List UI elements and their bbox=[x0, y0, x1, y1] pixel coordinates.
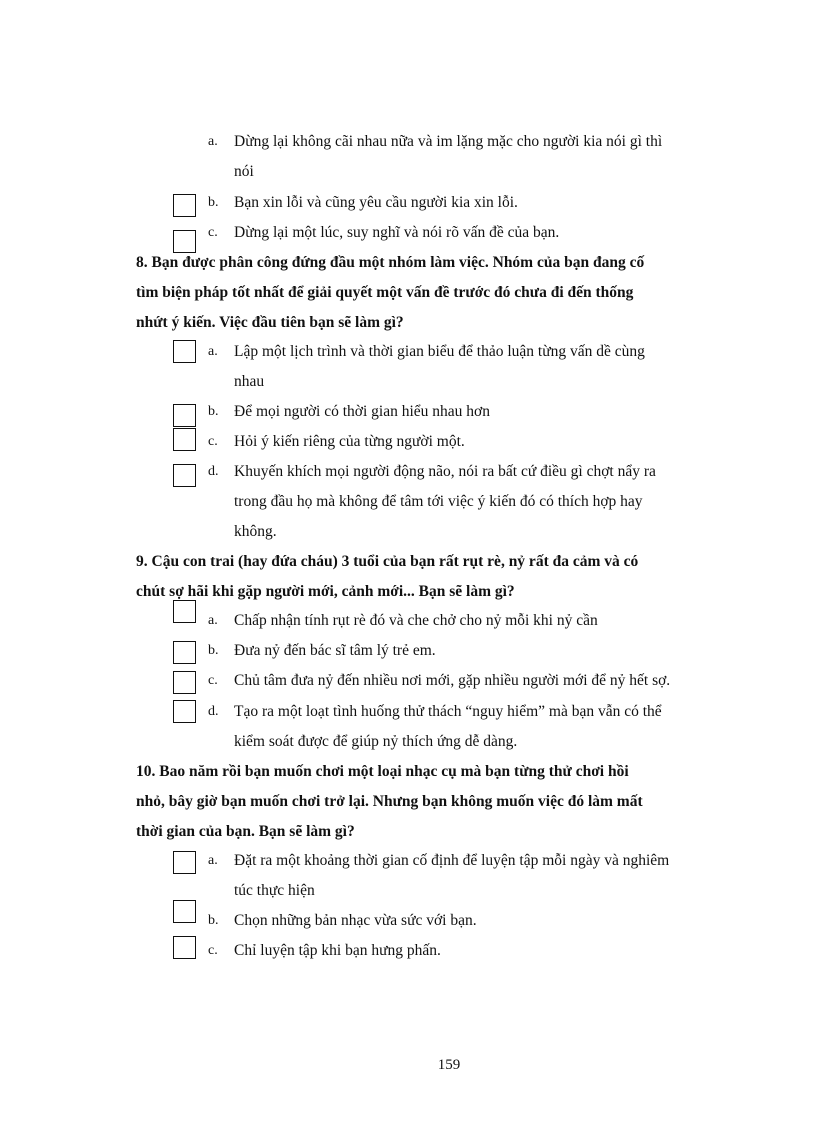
option-letter: b. bbox=[208, 195, 219, 210]
q9-option-d-checkbox[interactable] bbox=[173, 700, 196, 723]
option-letter: a. bbox=[208, 344, 218, 359]
q7-option-c-text: Dừng lại một lúc, suy nghĩ và nói rõ vấn đề của bạn. bbox=[234, 224, 560, 241]
q10-option-c-checkbox[interactable] bbox=[173, 936, 196, 959]
q8-option-d-line2: trong đầu họ mà không để tâm tới việc ý kiến đó có thích hợp hay bbox=[234, 493, 643, 510]
option-letter: c. bbox=[208, 225, 218, 240]
q7-option-b-checkbox[interactable] bbox=[173, 194, 196, 217]
q8-option-c-checkbox[interactable] bbox=[173, 428, 196, 451]
q7-option-c-checkbox[interactable] bbox=[173, 230, 196, 253]
page-number: 159 bbox=[437, 1057, 461, 1073]
option-letter: b. bbox=[208, 404, 219, 419]
q8-option-a-line1: Lập một lịch trình và thời gian biểu để thảo luận từng vấn dề cùng bbox=[234, 343, 645, 360]
q10-option-b-text: Chọn những bản nhạc vừa sức với bạn. bbox=[234, 912, 477, 929]
q8-option-d-line1: Khuyến khích mọi người động não, nói ra bất cứ điều gì chợt nẩy ra bbox=[234, 463, 656, 480]
option-letter: d. bbox=[208, 704, 219, 719]
q9-option-c-checkbox[interactable] bbox=[173, 671, 196, 694]
option-letter: a. bbox=[208, 134, 218, 149]
q8-option-d-checkbox[interactable] bbox=[173, 464, 196, 487]
q10-heading-line1: 10. Bao năm rồi bạn muốn chơi một loại nhạc cụ mà bạn từng thử chơi hồi bbox=[136, 763, 629, 780]
option-letter: c. bbox=[208, 673, 218, 688]
option-letter: c. bbox=[208, 434, 218, 449]
q8-option-d-line3: không. bbox=[234, 523, 277, 540]
option-letter: b. bbox=[208, 643, 219, 658]
q9-option-a-checkbox[interactable] bbox=[173, 600, 196, 623]
q7-option-b-text: Bạn xin lỗi và cũng yêu cầu người kia xin lỗi. bbox=[234, 194, 518, 211]
option-letter: b. bbox=[208, 913, 219, 928]
q8-option-b-text: Để mọi người có thời gian hiểu nhau hơn bbox=[234, 403, 490, 420]
q8-heading-line3: nhứt ý kiến. Việc đầu tiên bạn sẽ làm gì? bbox=[136, 314, 404, 331]
q8-option-b-checkbox[interactable] bbox=[173, 404, 196, 427]
q9-option-d-line2: kiểm soát được để giúp nỷ thích ứng dễ dàng. bbox=[234, 733, 518, 750]
q9-option-b-text: Đưa nỷ đến bác sĩ tâm lý trẻ em. bbox=[234, 642, 436, 659]
q8-option-c-text: Hỏi ý kiến riêng của từng người một. bbox=[234, 433, 465, 450]
q8-heading-line1: 8. Bạn được phân công đứng đầu một nhóm làm việc. Nhóm của bạn đang cố bbox=[136, 254, 645, 271]
q8-option-a-checkbox[interactable] bbox=[173, 340, 196, 363]
q10-option-c-text: Chỉ luyện tập khi bạn hưng phấn. bbox=[234, 942, 441, 959]
q10-heading-line2: nhỏ, bây giờ bạn muốn chơi trở lại. Nhưng bạn không muốn việc đó làm mất bbox=[136, 793, 643, 810]
q9-heading-line1: 9. Cậu con trai (hay đứa cháu) 3 tuổi của bạn rất rụt rè, nỷ rất đa cảm và có bbox=[136, 553, 639, 570]
q9-option-b-checkbox[interactable] bbox=[173, 641, 196, 664]
q10-option-a-line2: túc thực hiện bbox=[234, 882, 315, 899]
q7-option-a-line2: nói bbox=[234, 163, 254, 180]
q9-option-c-text: Chủ tâm đưa nỷ đến nhiều nơi mới, gặp nhiều người mới để nỷ hết sợ. bbox=[234, 672, 671, 689]
q8-option-a-line2: nhau bbox=[234, 373, 265, 390]
q8-heading-line2: tìm biện pháp tốt nhất để giải quyết một vấn đề trước đó chưa đi đến thống bbox=[136, 284, 634, 301]
option-letter: a. bbox=[208, 853, 218, 868]
q9-option-d-line1: Tạo ra một loạt tình huống thử thách “nguy hiểm” mà bạn vẫn có thể bbox=[234, 703, 662, 720]
q10-option-a-checkbox[interactable] bbox=[173, 851, 196, 874]
q9-option-a-text: Chấp nhận tính rụt rè đó và che chở cho nỷ mỗi khi nỷ cần bbox=[234, 612, 598, 629]
q10-option-a-line1: Đặt ra một khoảng thời gian cố định để luyện tập mỗi ngày và nghiêm bbox=[234, 852, 670, 869]
q10-heading-line3: thời gian của bạn. Bạn sẽ làm gì? bbox=[136, 823, 355, 840]
option-letter: c. bbox=[208, 943, 218, 958]
option-letter: d. bbox=[208, 464, 219, 479]
q7-option-a-line1: Dừng lại không cãi nhau nữa và im lặng mặc cho người kia nói gì thì bbox=[234, 133, 663, 150]
q9-heading-line2: chút sợ hãi khi gặp người mới, cảnh mới... Bạn sẽ làm gì? bbox=[136, 583, 515, 600]
q10-option-b-checkbox[interactable] bbox=[173, 900, 196, 923]
option-letter: a. bbox=[208, 613, 218, 628]
